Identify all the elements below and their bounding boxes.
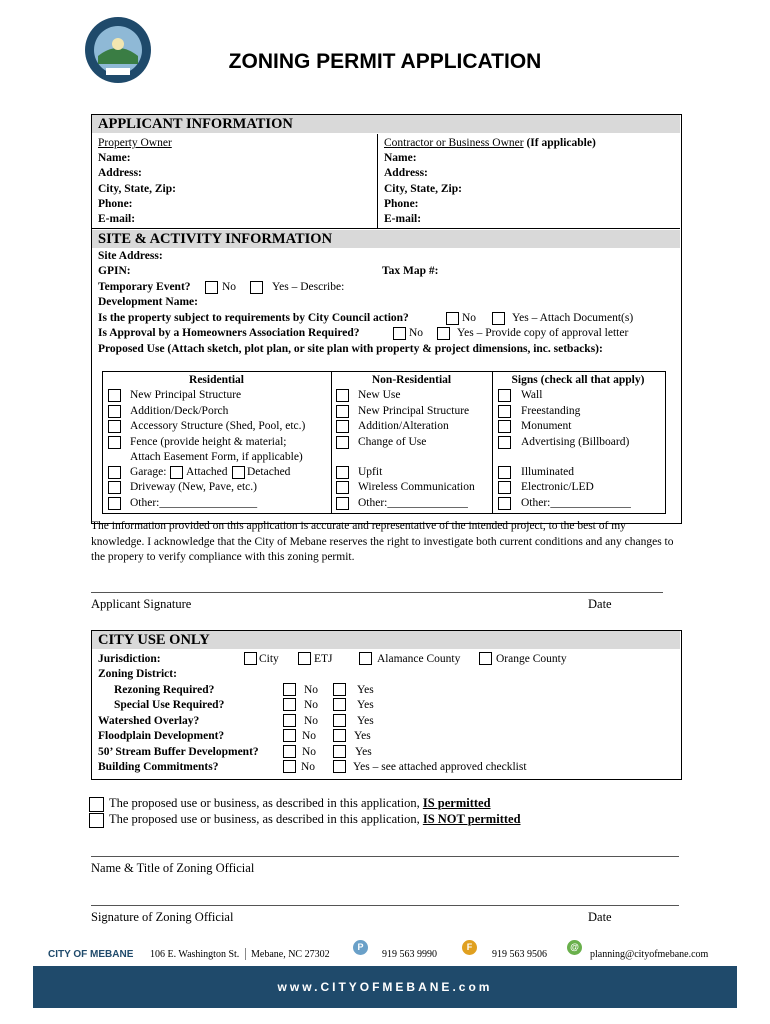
stream-buffer-no-checkbox[interactable] [283, 745, 296, 758]
commitments-yes-label: Yes – see attached approved checklist [353, 761, 527, 773]
phone-icon: P [353, 940, 368, 955]
rezoning-no-label: No [304, 684, 319, 696]
nonres-new-use-checkbox[interactable] [336, 389, 349, 402]
use-table-col2 [492, 371, 493, 513]
nonres-new-principal-label: New Principal Structure [358, 405, 470, 417]
footer-email[interactable]: planning@cityofmebane.com [590, 949, 709, 960]
stream-buffer-yes-checkbox[interactable] [333, 745, 346, 758]
nonres-change-label: Change of Use [358, 436, 427, 448]
contractor-name-label: Name: [384, 152, 417, 164]
jurisdiction-city-checkbox[interactable] [244, 652, 257, 665]
res-accessory-label: Accessory Structure (Shed, Pool, etc.) [130, 420, 306, 432]
contractor-email-label: E-mail: [384, 213, 422, 225]
garage-attached-label: Attached [186, 466, 228, 478]
not-permitted-text: IS NOT permitted [422, 812, 521, 826]
nonres-new-principal-checkbox[interactable] [336, 405, 349, 418]
use-table-col1 [331, 371, 332, 513]
sign-other-checkbox[interactable] [498, 497, 511, 510]
res-fence-checkbox[interactable] [108, 436, 121, 449]
jurisdiction-city-label: City [259, 653, 279, 665]
council-question: Is the property subject to requirements by City Council action? [98, 312, 409, 324]
stream-buffer-yes-label: Yes [355, 746, 372, 758]
gpin-label: GPIN: [98, 265, 131, 277]
garage-attached-checkbox[interactable] [170, 466, 183, 479]
official-signature-line [91, 905, 679, 906]
contractor-phone-label: Phone: [384, 198, 419, 210]
jurisdiction-alamance-checkbox[interactable] [359, 652, 372, 665]
jurisdiction-etj-checkbox[interactable] [298, 652, 311, 665]
council-yes-label: Yes – Attach Document(s) [512, 312, 634, 324]
sign-illuminated-label: Illuminated [521, 466, 575, 478]
watershed-no-label: No [304, 715, 319, 727]
hoa-yes-label: Yes – Provide copy of approval letter [457, 327, 629, 339]
rezoning-no-checkbox[interactable] [283, 683, 296, 696]
council-no-checkbox[interactable] [446, 312, 459, 325]
sign-monument-checkbox[interactable] [498, 420, 511, 433]
contractor-address-label: Address: [384, 167, 428, 179]
temporary-no-label: No [222, 281, 237, 293]
floodplain-no-label: No [302, 730, 317, 742]
email-icon: @ [567, 940, 582, 955]
watershed-yes-checkbox[interactable] [333, 714, 346, 727]
res-new-principal-label: New Principal Structure [130, 389, 242, 401]
applicant-divider [377, 134, 378, 228]
commitments-no-label: No [301, 761, 316, 773]
applicant-band: APPLICANT INFORMATION [92, 115, 680, 133]
temporary-event-label: Temporary Event? [98, 281, 191, 293]
jurisdiction-orange-checkbox[interactable] [479, 652, 492, 665]
not-permitted-row [109, 812, 521, 827]
jurisdiction-orange-label: Orange County [496, 653, 567, 665]
sign-electronic-checkbox[interactable] [498, 481, 511, 494]
sign-wall-label: Wall [521, 389, 543, 401]
owner-heading: Property Owner [98, 137, 172, 149]
tax-map-label: Tax Map #: [382, 265, 439, 277]
special-use-yes-label: Yes [357, 699, 374, 711]
official-name-label: Name & Title of Zoning Official [91, 861, 255, 875]
temporary-yes-checkbox[interactable] [250, 281, 263, 294]
jurisdiction-etj-label: ETJ [314, 653, 333, 665]
sign-electronic-label: Electronic/LED [521, 481, 594, 493]
city-use-band: CITY USE ONLY [92, 631, 680, 649]
footer-url[interactable]: www.CITYOFMEBANE.com [277, 980, 493, 994]
commitments-no-checkbox[interactable] [283, 760, 296, 773]
sign-freestanding-checkbox[interactable] [498, 405, 511, 418]
hoa-no-label: No [409, 327, 424, 339]
fax-icon: F [462, 940, 477, 955]
sign-illuminated-checkbox[interactable] [498, 466, 511, 479]
res-new-principal-checkbox[interactable] [108, 389, 121, 402]
footer-city-name: CITY OF MEBANE [48, 949, 134, 960]
not-permitted-checkbox[interactable] [89, 813, 104, 828]
res-garage-checkbox[interactable] [108, 466, 121, 479]
certification-text: The information provided on this application is accurate and representative of the intended project, to the best of my knowledge. I acknowledge that the City of Mebane reserves the right to investigate both current conditions and any changes to the propery to verify compliance with this zoning permit. [91, 520, 674, 563]
permitted-row [109, 796, 491, 811]
floodplain-label: Floodplain Development? [98, 730, 225, 742]
hoa-yes-checkbox[interactable] [437, 327, 450, 340]
sign-other-label: Other:______________ [521, 497, 631, 509]
applicant-bottom-rule [92, 228, 680, 229]
sign-monument-label: Monument [521, 420, 572, 432]
contractor-city-label: City, State, Zip: [384, 183, 462, 195]
residential-heading: Residential [189, 374, 244, 386]
site-address-label: Site Address: [98, 250, 163, 262]
applicant-date-label: Date [588, 597, 612, 611]
footer-address: 106 E. Washington St. [150, 949, 240, 960]
jurisdiction-alamance-label: Alamance County [377, 653, 461, 665]
commitments-label: Building Commitments? [98, 761, 219, 773]
official-name-line [91, 856, 679, 857]
site-band: SITE & ACTIVITY INFORMATION [92, 230, 680, 248]
owner-name-label: Name: [98, 152, 131, 164]
commitments-yes-checkbox[interactable] [333, 760, 346, 773]
rezoning-yes-label: Yes [357, 684, 374, 696]
council-no-label: No [462, 312, 477, 324]
stream-buffer-label: 50’ Stream Buffer Development? [98, 746, 259, 758]
zoning-district-label: Zoning District: [98, 668, 177, 680]
page-title: ZONING PERMIT APPLICATION [228, 50, 542, 73]
special-use-no-label: No [304, 699, 319, 711]
footer-address-divider [245, 948, 246, 960]
floodplain-yes-checkbox[interactable] [333, 729, 346, 742]
owner-city-label: City, State, Zip: [98, 183, 176, 195]
nonres-change-checkbox[interactable] [336, 436, 349, 449]
garage-detached-label: Detached [247, 466, 291, 478]
nonres-new-use-label: New Use [358, 389, 401, 401]
watershed-label: Watershed Overlay? [98, 715, 200, 727]
council-yes-checkbox[interactable] [492, 312, 505, 325]
special-use-no-checkbox[interactable] [283, 698, 296, 711]
owner-phone-label: Phone: [98, 198, 133, 210]
permitted-checkbox[interactable] [89, 797, 104, 812]
nonres-other-checkbox[interactable] [336, 497, 349, 510]
temporary-no-checkbox[interactable] [205, 281, 218, 294]
res-fence-label-2: Attach Easement Form, if applicable) [130, 451, 303, 463]
contractor-heading: Contractor or Business Owner [384, 137, 524, 149]
not-permitted-prefix: The proposed use or business, as described in this application, [109, 812, 420, 826]
sign-advertising-label: Advertising (Billboard) [521, 436, 630, 448]
res-driveway-label: Driveway (New, Pave, etc.) [130, 481, 257, 493]
development-name-label: Development Name: [98, 296, 198, 308]
nonres-wireless-checkbox[interactable] [336, 481, 349, 494]
res-addition-checkbox[interactable] [108, 405, 121, 418]
contractor-note: (If applicable) [526, 137, 596, 149]
rezoning-yes-checkbox[interactable] [333, 683, 346, 696]
sign-wall-checkbox[interactable] [498, 389, 511, 402]
nonres-addition-label: Addition/Alteration [358, 420, 449, 432]
permitted-text: IS permitted [422, 796, 491, 810]
official-signature-label: Signature of Zoning Official [91, 910, 234, 924]
floodplain-yes-label: Yes [354, 730, 371, 742]
special-use-yes-checkbox[interactable] [333, 698, 346, 711]
nonres-other-label: Other:______________ [358, 497, 468, 509]
stream-buffer-no-label: No [302, 746, 317, 758]
res-other-checkbox[interactable] [108, 497, 121, 510]
floodplain-no-checkbox[interactable] [283, 729, 296, 742]
nonres-addition-checkbox[interactable] [336, 420, 349, 433]
res-accessory-checkbox[interactable] [108, 420, 121, 433]
owner-address-label: Address: [98, 167, 142, 179]
res-driveway-checkbox[interactable] [108, 481, 121, 494]
footer-city-state: Mebane, NC 27302 [251, 949, 330, 960]
res-other-label: Other:_________________ [130, 497, 258, 509]
sign-advertising-checkbox[interactable] [498, 436, 511, 449]
rezoning-label: Rezoning Required? [114, 684, 215, 696]
sign-freestanding-label: Freestanding [521, 405, 581, 417]
hoa-no-checkbox[interactable] [393, 327, 406, 340]
hoa-question: Is Approval by a Homeowners Association Required? [98, 327, 360, 339]
nonres-upfit-checkbox[interactable] [336, 466, 349, 479]
res-garage-label: Garage: [130, 466, 167, 478]
footer-phone: 919 563 9990 [382, 949, 437, 960]
res-fence-label: Fence (provide height & material; [130, 436, 287, 448]
watershed-yes-label: Yes [357, 715, 374, 727]
signs-heading: Signs (check all that apply) [511, 374, 645, 386]
contractor-heading-row [384, 136, 596, 151]
nonres-wireless-label: Wireless Communication [358, 481, 475, 493]
owner-email-label: E-mail: [98, 213, 136, 225]
permitted-prefix: The proposed use or business, as described in this application, [109, 796, 420, 810]
official-date-label: Date [588, 910, 612, 924]
watershed-no-checkbox[interactable] [283, 714, 296, 727]
garage-detached-checkbox[interactable] [232, 466, 245, 479]
proposed-use-label: Proposed Use (Attach sketch, plot plan, or site plan with property & project dimensions, inc. setbacks): [98, 343, 603, 355]
footer-fax: 919 563 9506 [492, 949, 547, 960]
special-use-label: Special Use Required? [114, 699, 225, 711]
jurisdiction-label: Jurisdiction: [98, 653, 161, 665]
res-addition-label: Addition/Deck/Porch [130, 405, 229, 417]
nonres-heading: Non-Residential [371, 374, 452, 386]
applicant-signature-label: Applicant Signature [91, 597, 192, 611]
applicant-signature-line [91, 592, 663, 593]
nonres-upfit-label: Upfit [358, 466, 383, 478]
temporary-yes-label: Yes – Describe: [272, 281, 345, 293]
